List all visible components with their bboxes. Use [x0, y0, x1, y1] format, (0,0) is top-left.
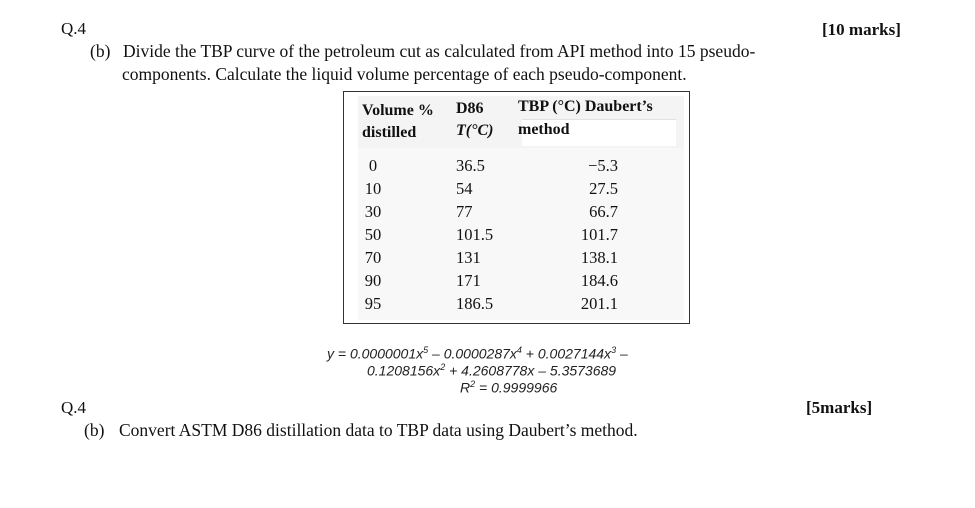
header-tbp-line1: TBP (°C) Daubert’s	[518, 98, 653, 115]
question2-number: Q.4	[61, 398, 87, 417]
header-volume-line2: distilled	[362, 124, 417, 141]
cell-volume: 50	[364, 225, 382, 244]
cell-volume: 0	[368, 156, 378, 175]
cell-volume: 95	[364, 294, 382, 313]
cell-volume: 90	[364, 271, 382, 290]
cell-d86: 131	[456, 248, 481, 267]
question-part-label: (b)	[90, 41, 111, 61]
header-tbp-line2: method	[518, 121, 570, 138]
cell-volume: 30	[364, 202, 382, 221]
cell-tbp: −5.3	[588, 156, 618, 175]
cell-tbp: 138.1	[580, 248, 618, 267]
r-squared: $R^2 = 0.9999966$	[460, 379, 558, 396]
cell-volume: 70	[364, 248, 382, 267]
cell-tbp: 27.5	[589, 179, 618, 198]
cell-d86: 101.5	[456, 225, 494, 244]
cell-tbp: 66.7	[589, 202, 618, 221]
header-d86-line1: D86	[456, 100, 484, 117]
cell-d86: 186.5	[456, 294, 494, 313]
question-text-line2: components. Calculate the liquid volume percentage of each pseudo-component.	[122, 64, 687, 84]
cell-tbp: 201.1	[580, 294, 618, 313]
question-number: Q.4	[61, 19, 87, 38]
marks-label: [10 marks]	[822, 20, 901, 39]
data-table	[343, 91, 690, 324]
equation-line2: $0.1208156x^2 + 4.2608778x - 5.3573689$	[367, 362, 617, 379]
header-d86-line2: T(°C)	[456, 122, 494, 139]
cell-d86: 36.5	[456, 156, 485, 175]
question2-marks: [5marks]	[806, 398, 873, 417]
cell-tbp: 184.6	[580, 271, 618, 290]
equation-line1: $y = 0.0000001x^5 - 0.0000287x^4 + 0.0027144x^3$ –	[327, 345, 628, 362]
cell-d86: 77	[456, 202, 473, 221]
question2-part-label: (b)	[84, 420, 105, 440]
cell-d86: 54	[456, 179, 473, 198]
cell-d86: 171	[456, 271, 481, 290]
question2-text: Convert ASTM D86 distillation data to TBP data using Daubert’s method.	[119, 420, 638, 440]
cell-tbp: 101.7	[580, 225, 618, 244]
cell-volume: 10	[364, 179, 382, 198]
header-volume-line1: Volume %	[362, 102, 434, 119]
question-text-line1: Divide the TBP curve of the petroleum cut as calculated from API method into 15 pseudo-	[123, 41, 756, 61]
